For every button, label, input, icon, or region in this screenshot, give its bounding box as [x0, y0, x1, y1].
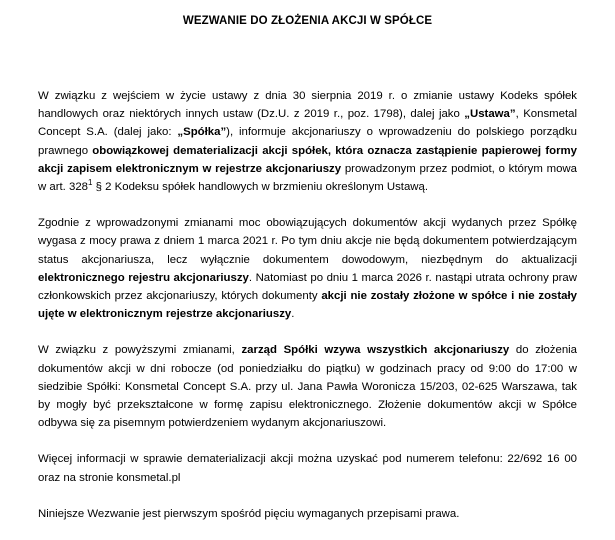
text-run: .	[291, 308, 295, 321]
bold-text-register: elektronicznego rejestru akcjonariuszy	[38, 271, 249, 284]
paragraph-expiry-dates	[38, 214, 577, 323]
text-run: Zgodnie z wprowadzonymi zmianami moc obowiązujących dokumentów akcji wydanych przez Spółkę wygasa z mocy prawa z dniem 1 marca 2021 r. Po tym dniu akcje nie będą dokumentem potwierdzającym status akcjonariusza, lecz wyłącznie dokumentem dowodowym, niezbędnym do aktualizacji	[38, 217, 577, 266]
text-run: do złożenia dokumentów akcji w dni robocze (od poniedziałku do piątku) w godzinach pracy od 9:00 do 17:00 w siedzibie Spółki: Konsmetal Concept S.A. przy ul. Jana Pawła Woronicza 15/203, 02-625 Warszawa, tak by mogły być przekształcone w formę zapisu elektronicznego. Złożenie dokumentów akcji w Spółce odbywa się za pisemnym potwierdzeniem wydanym akcjonariuszowi.	[38, 344, 578, 430]
document-title: WEZWANIE DO ZŁOŻENIA AKCJI W SPÓŁCE	[182, 15, 433, 27]
text-run: , Konsmetal Concept S.A. (dalej jako:	[38, 108, 578, 139]
bold-text-ustawa: „Ustawa”	[464, 108, 516, 121]
bold-text-board-calls: zarząd Spółki wzywa wszystkich akcjonariuszy	[241, 344, 510, 357]
text-run: ), informuje akcjonariuszy o wprowadzeniu do polskiego porządku prawnego	[38, 126, 577, 157]
superscript: 1	[88, 178, 93, 188]
paragraph-notice-count: Niniejsze Wezwanie jest pierwszym spośród pięciu wymaganych przepisami prawa.	[38, 507, 460, 520]
bold-text-spolka: „Spółka”	[177, 126, 227, 139]
bold-text-dematerialization: obowiązkowej dematerializacji akcji spółek, która oznacza zastąpienie papierowej formy akcji zapisem elektronicznym w rejestrze akcjonariuszy	[38, 144, 577, 175]
text-run: § 2 Kodeksu spółek handlowych w brzmieniu określonym Ustawą.	[92, 181, 429, 194]
text-run: W związku z powyższymi zmianami,	[38, 344, 242, 357]
text-run: W związku z wejściem w życie ustawy z dnia 30 sierpnia 2019 r. o zmianie ustawy Kodeks spółek handlowych oraz niektórych innych ustaw (Dz.U. z 2019 r., poz. 1798), dalej jako	[38, 90, 577, 121]
text-run: . Natomiast po dniu 1 marca 2026 r. nastąpi utrata ochrony praw członkowskich przez akcjonariuszy, których dokumenty	[38, 271, 577, 303]
paragraph-dematerialization-intro	[38, 87, 577, 196]
paragraph-contact-info: Więcej informacji w sprawie dematerializacji akcji można uzyskać pod numerem telefonu: 22/692 16 00 oraz na stronie konsmetal.pl	[38, 453, 577, 484]
bold-text-not-submitted: akcji nie zostały złożone w spółce i nie zostały ujęte w elektronicznym rejestrze akcjonariuszy	[38, 290, 577, 321]
paragraph-call-to-submit	[38, 341, 577, 432]
text-run: prowadzonym przez podmiot, o którym mowa w art. 328	[38, 162, 577, 194]
